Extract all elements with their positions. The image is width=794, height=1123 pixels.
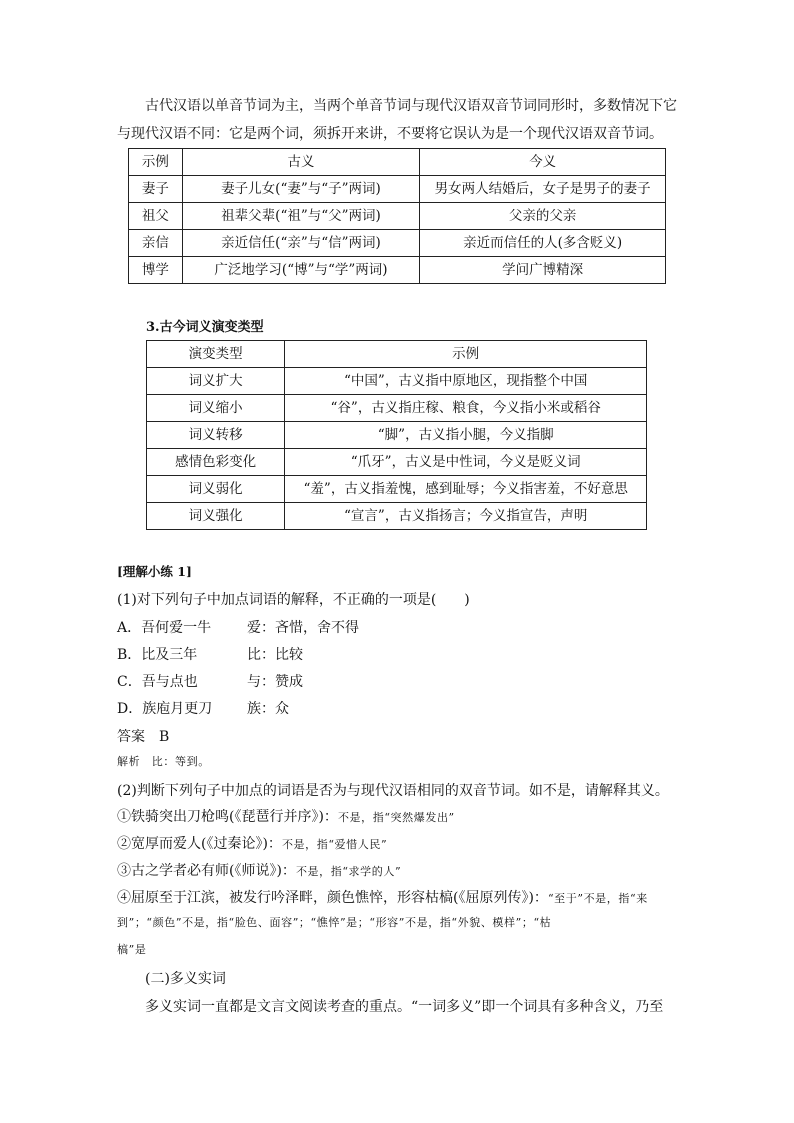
- sub-item-2: [117, 833, 387, 853]
- table-cell: “脚”，古义指小腿，今义指脚: [285, 422, 647, 449]
- table-header: 演变类型: [147, 341, 285, 368]
- table-row: [147, 368, 647, 395]
- sub-item-note: 不是，指“求学的人”: [295, 865, 402, 878]
- option-d: [117, 698, 289, 718]
- table-row: [147, 449, 647, 476]
- table-cell: 亲近而信任的人(多含贬义): [420, 230, 666, 257]
- table-cell: 词义弱化: [147, 476, 285, 503]
- answer: 答案 B: [117, 729, 170, 745]
- table-cell: “中国”，古义指中原地区，现指整个中国: [285, 368, 647, 395]
- sub-item-note: “至于”不是，指“来: [547, 892, 648, 905]
- table-row: [147, 422, 647, 449]
- option-value: 与：赞成: [247, 674, 303, 690]
- sub-item-note: 不是，指“爱惜人民”: [281, 838, 388, 851]
- table-cell: 词义扩大: [147, 368, 285, 395]
- sub-item-3: [117, 860, 401, 880]
- table-header: 古义: [182, 149, 419, 176]
- table-cell: “羞”，古义指羞愧，感到耻辱；今义指害羞，不好意思: [285, 476, 647, 503]
- option-value: 族：众: [247, 701, 289, 717]
- option-value: 比：比较: [247, 647, 303, 663]
- option-key: D．族庖月更刀: [117, 701, 213, 717]
- intro-line-1: 古代汉语以单音节词为主，当两个单音节词与现代汉语双音节词同形时，多数情况下它: [145, 98, 677, 114]
- option-b: [117, 644, 303, 664]
- table-cell: 博学: [129, 257, 183, 284]
- table-cell: 祖辈父辈(“祖”与“父”两词): [182, 203, 419, 230]
- table-cell: 亲信: [129, 230, 183, 257]
- section-text: 多义实词一直都是文言文阅读考查的重点。“一词多义”即一个词具有多种含义，乃至: [145, 999, 664, 1015]
- option-key: B．比及三年: [117, 647, 198, 663]
- option-c: [117, 671, 303, 691]
- table-cell: 词义缩小: [147, 395, 285, 422]
- section-title: 3.古今词义演变类型: [146, 320, 264, 335]
- table-cell: 妻子: [129, 176, 183, 203]
- sub-item-4-end: 槁”是: [117, 943, 147, 956]
- sub-item-4: [117, 887, 648, 907]
- question-2: (2)判断下列句子中加点的词语是否为与现代汉语相同的双音节词。如不是，请解释其义。: [117, 783, 669, 799]
- table-cell: 妻子儿女(“妻”与“子”两词): [182, 176, 419, 203]
- table-cell: 词义转移: [147, 422, 285, 449]
- sub-item-1: [117, 806, 455, 826]
- table-row: [129, 203, 666, 230]
- intro-line-2: 与现代汉语不同：它是两个词，须拆开来讲，不要将它误认为是一个现代汉语双音节词。: [117, 126, 663, 142]
- table-cell: 词义强化: [147, 503, 285, 530]
- table-row: [129, 230, 666, 257]
- table-cell: 男女两人结婚后，女子是男子的妻子: [420, 176, 666, 203]
- table-row: [147, 503, 647, 530]
- table-cell: 广泛地学习(“博”与“学”两词): [182, 257, 419, 284]
- table-cell: 感情色彩变化: [147, 449, 285, 476]
- option-value: 爱：吝惜，舍不得: [247, 620, 359, 636]
- option-a: [117, 617, 359, 637]
- sub-item-note: 不是，指“突然爆发出”: [337, 811, 455, 824]
- sub-item-text: ①铁骑突出刀枪鸣(《琵琶行并序》)：: [117, 809, 338, 825]
- analysis: 解析 比：等到。: [117, 755, 210, 768]
- question-1: (1)对下列句子中加点词语的解释，不正确的一项是( ): [117, 592, 470, 608]
- table-cell: “宣言”，古义指扬言；今义指宣告，声明: [285, 503, 647, 530]
- table-row: [147, 476, 647, 503]
- table-header: 示例: [285, 341, 647, 368]
- table-header: 示例: [129, 149, 183, 176]
- table-cell: 父亲的父亲: [420, 203, 666, 230]
- table-cell: “谷”，古义指庄稼、粮食，今义指小米或稻谷: [285, 395, 647, 422]
- ancient-modern-table: [128, 148, 666, 284]
- table-header-row: [129, 149, 666, 176]
- table-cell: 亲近信任(“亲”与“信”两词): [182, 230, 419, 257]
- sub-item-text: ④屈原至于江滨，被发行吟泽畔，颜色憔悴，形容枯槁(《屈原列传》)：: [117, 890, 548, 906]
- table-cell: “爪牙”，古义是中性词，今义是贬义词: [285, 449, 647, 476]
- section-title: (二)多义实词: [145, 971, 226, 987]
- option-key: A．吾何爱一牛: [117, 620, 212, 636]
- table-row: [147, 395, 647, 422]
- sub-item-text: ③古之学者必有师(《师说》)：: [117, 863, 296, 879]
- sub-item-4-continued: 到”；“颜色”不是，指“脸色、面容”；“憔悴”是；“形容”不是，指“外貌、模样”；“枯: [117, 916, 552, 929]
- table-row: [129, 257, 666, 284]
- meaning-evolution-table: [146, 340, 647, 530]
- table-header: 今义: [420, 149, 666, 176]
- option-key: C．吾与点也: [117, 674, 198, 690]
- table-header-row: [147, 341, 647, 368]
- table-cell: 祖父: [129, 203, 183, 230]
- practice-title: [理解小练 1]: [117, 564, 192, 579]
- sub-item-text: ②宽厚而爱人(《过秦论》)：: [117, 836, 282, 852]
- table-row: [129, 176, 666, 203]
- table-cell: 学问广博精深: [420, 257, 666, 284]
